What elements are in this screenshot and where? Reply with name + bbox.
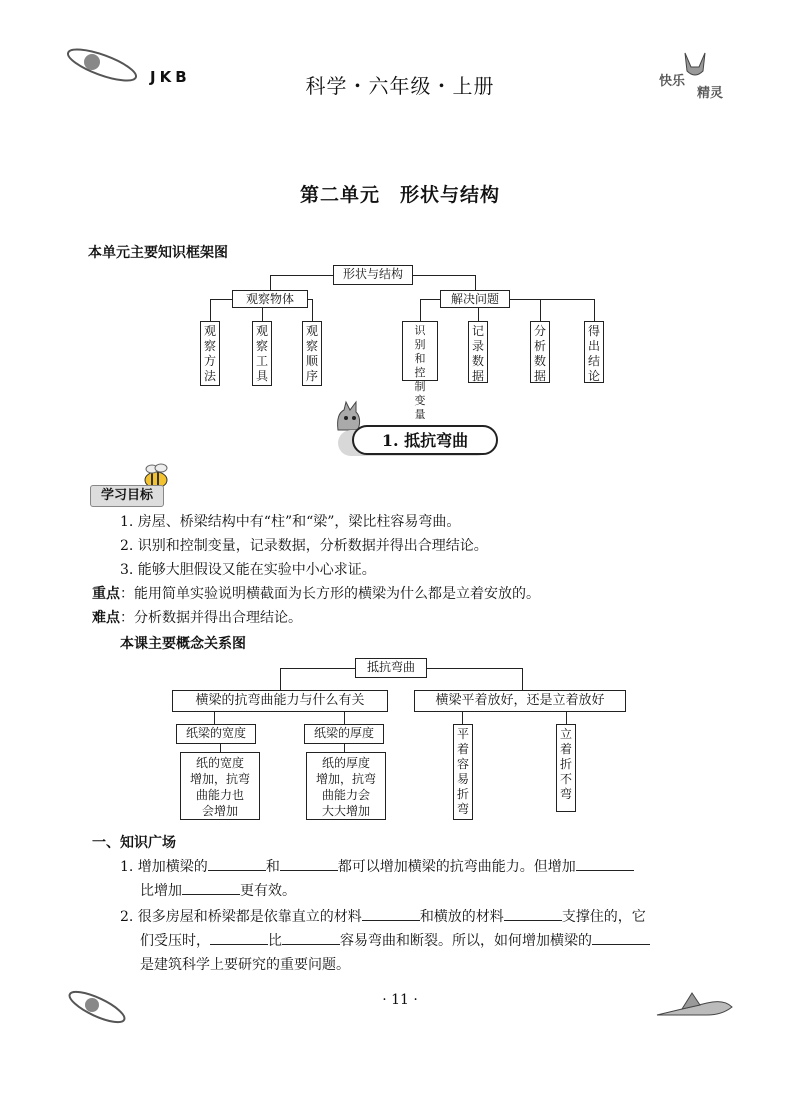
space-shuttle-decoration <box>652 985 737 1030</box>
answer-blank[interactable] <box>504 906 562 921</box>
framework-leaf: 分 析 数 据 <box>530 321 550 383</box>
framework-leaf: 识 别 和 控 制 变 量 <box>402 321 438 381</box>
framework-leaf: 观 察 顺 序 <box>302 321 322 386</box>
goal-item: 1. 房屋、桥梁结构中有“柱”和“梁”，梁比柱容易弯曲。 <box>120 514 461 530</box>
answer-blank[interactable] <box>208 856 266 871</box>
svg-text:快乐: 快乐 <box>659 74 686 89</box>
answer-blank[interactable] <box>182 880 240 895</box>
answer-blank[interactable] <box>210 930 268 945</box>
question-2-cont: 们受压时， 比 容易弯曲和断裂。所以，如何增加横梁的 <box>140 930 650 952</box>
framework-root: 形状与结构 <box>333 265 413 285</box>
question-1-cont: 比增加 更有效。 <box>140 880 296 902</box>
key-point: 重点：能用简单实验说明横截面为长方形的横梁为什么都是立着安放的。 <box>92 586 540 602</box>
concept-left: 横梁的抗弯曲能力与什么有关 <box>172 690 388 712</box>
concept-right: 横梁平着放好，还是立着放好 <box>414 690 626 712</box>
header-title: 科学・六年级・上册 <box>305 74 495 98</box>
question-2-end: 是建筑科学上要研究的重要问题。 <box>140 957 350 973</box>
brand-logo: JKB <box>150 68 191 86</box>
answer-blank[interactable] <box>592 930 650 945</box>
framework-leaf: 观 察 方 法 <box>200 321 220 386</box>
answer-blank[interactable] <box>280 856 338 871</box>
framework-heading: 本单元主要知识框架图 <box>88 245 228 261</box>
framework-leaf: 得 出 结 论 <box>584 321 604 383</box>
concept-heading: 本课主要概念关系图 <box>120 636 246 652</box>
concept-flat: 平 着 容 易 折 弯 <box>453 724 473 820</box>
lesson-title: 1. 抵抗弯曲 <box>352 425 498 455</box>
framework-left: 观察物体 <box>232 290 308 308</box>
framework-leaf: 记 录 数 据 <box>468 321 488 383</box>
concept-upright: 立 着 折 不 弯 <box>556 724 576 812</box>
question-2: 2. 很多房屋和桥梁都是依靠直立的材料 和横放的材料 支撑住的，它 <box>120 906 646 928</box>
framework-leaf: 观 察 工 具 <box>252 321 272 386</box>
difficulty: 难点：分析数据并得出合理结论。 <box>92 610 302 626</box>
goal-item: 3. 能够大胆假设又能在实验中小心求证。 <box>120 562 376 578</box>
page-number: · 11 · <box>382 992 418 1008</box>
concept-width-label: 纸梁的宽度 <box>176 724 256 744</box>
goal-item: 2. 识别和控制变量，记录数据，分析数据并得出合理结论。 <box>120 538 488 554</box>
section-title: 一、知识广场 <box>92 835 176 851</box>
answer-blank[interactable] <box>362 906 420 921</box>
concept-thick-label: 纸梁的厚度 <box>304 724 384 744</box>
svg-text:精灵: 精灵 <box>697 86 724 100</box>
mascot-logo <box>655 45 735 100</box>
answer-blank[interactable] <box>576 856 634 871</box>
question-1: 1. 增加横梁的 和 都可以增加横梁的抗弯曲能力。但增加 <box>120 856 634 878</box>
framework-right: 解决问题 <box>440 290 510 308</box>
concept-width-text: 纸的宽度 增加，抗弯 曲能力也 会增加 <box>180 752 260 820</box>
answer-blank[interactable] <box>282 930 340 945</box>
concept-thick-text: 纸的厚度 增加，抗弯 曲能力会 大大增加 <box>306 752 386 820</box>
unit-title: 第二单元 形状与结构 <box>299 184 500 206</box>
concept-root: 抵抗弯曲 <box>355 658 427 678</box>
goals-tag: 学习目标 <box>90 485 164 507</box>
